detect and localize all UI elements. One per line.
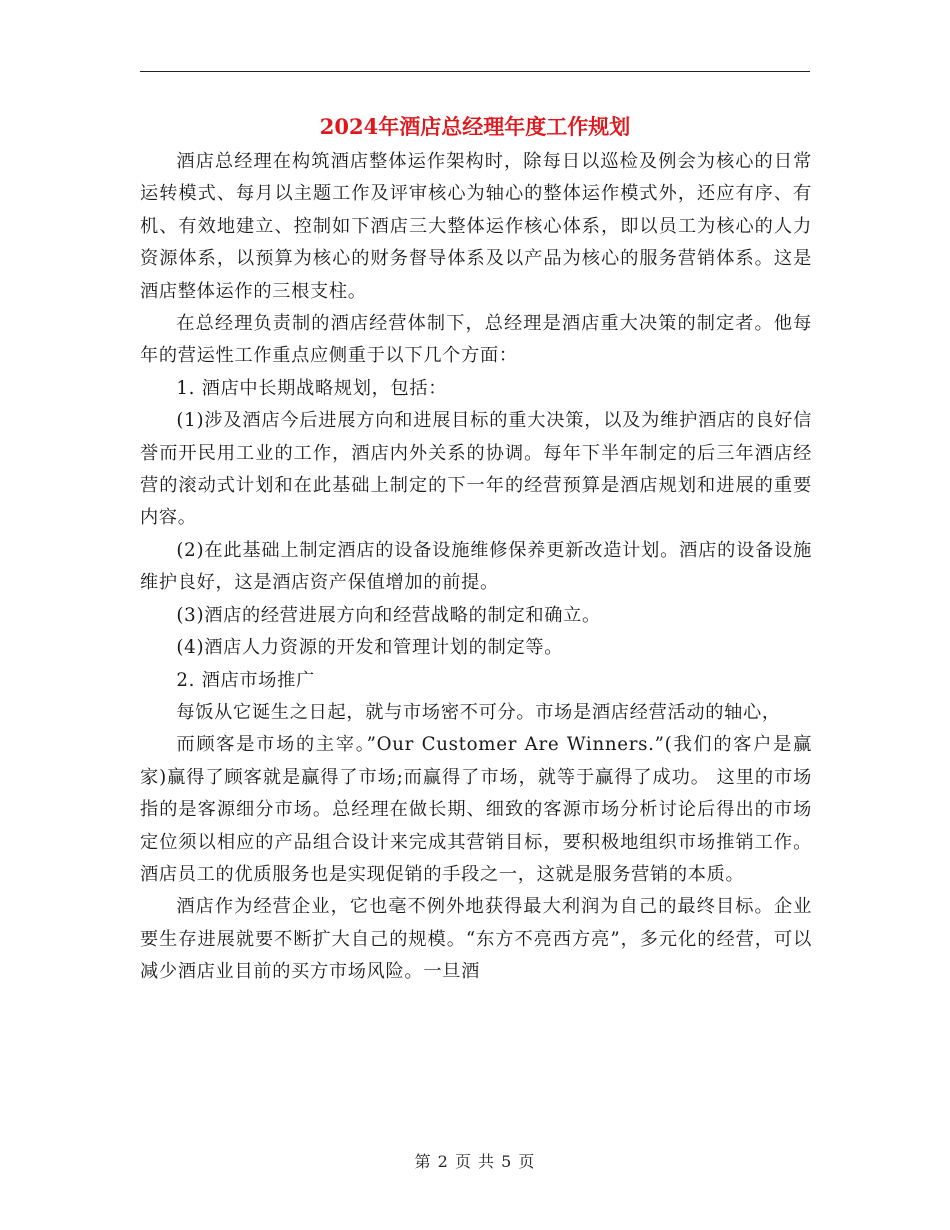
- list-item-2: (2)在此基础上制定酒店的设备设施维修保养更新改造计划。酒店的设备设施维护良好，这是酒店资产保值增加的前提。: [140, 539, 812, 594]
- paragraph-profit: 酒店作为经营企业，它也毫不例外地获得最大利润为自己的最终目标。企业要生存进展就要不断扩大自己的规模。“东方不亮西方亮”，多元化的经营，可以减少酒店业目前的买方市场风险。一旦酒: [140, 896, 813, 983]
- document-body: [140, 146, 812, 989]
- paragraph-customer: 而顾客是市场的主宰。”Our Customer Are Winners.”(我们的客户是赢家)赢得了顾客就是赢得了市场;而赢得了市场，就等于赢得了成功。 这里的市场指的是客源细分市场。总经理在做长期、细致的客源市场分析讨论后得出的市场定位须以相应的产品组合设计来完成其营销目标，要积极地组织市场推销工作。酒店员工的优质服务也是实现促销的手段之一，这就是服务营销的本质。: [140, 734, 812, 885]
- section-heading-marketing: 2. 酒店市场推广: [176, 669, 315, 691]
- page-number: 第 2 页 共 5 页: [414, 1152, 536, 1171]
- list-item-4: (4)酒店人力资源的开发和管理计划的制定等。: [176, 637, 564, 659]
- list-item-3: (3)酒店的经营进展方向和经营战略的制定和确立。: [176, 604, 601, 626]
- document-title: 2024年酒店总经理年度工作规划: [319, 114, 631, 139]
- paragraph-market-axis: 每饭从它诞生之日起，就与市场密不可分。市场是酒店经营活动的轴心，: [176, 701, 781, 723]
- list-item-1: (1)涉及酒店今后进展方向和进展目标的重大决策，以及为维护酒店的良好信誉而开民用工业的工作，酒店内外关系的协调。每年下半年制定的后三年酒店经营的滚动式计划和在此基础上制定的下一年的经营预算是酒店规划和进展的重要内容。: [140, 410, 812, 529]
- section-heading-strategy: 1. 酒店中长期战略规划，包括：: [176, 377, 448, 399]
- paragraph-gm-responsibility: 在总经理负责制的酒店经营体制下，总经理是酒店重大决策的制定者。他每年的营运性工作重点应侧重于以下几个方面：: [140, 313, 812, 367]
- header-rule: [140, 71, 810, 72]
- paragraph-intro: 酒店总经理在构筑酒店整体运作架构时，除每日以巡检及例会为核心的日常运转模式、每月以主题工作及评审核心为轴心的整体运作模式外，还应有序、有机、有效地建立、控制如下酒店三大整体运作核心体系，即以员工为核心的人力资源体系，以预算为核心的财务督导体系及以产品为核心的服务营销体系。这是酒店整体运作的三根支柱。: [140, 151, 812, 302]
